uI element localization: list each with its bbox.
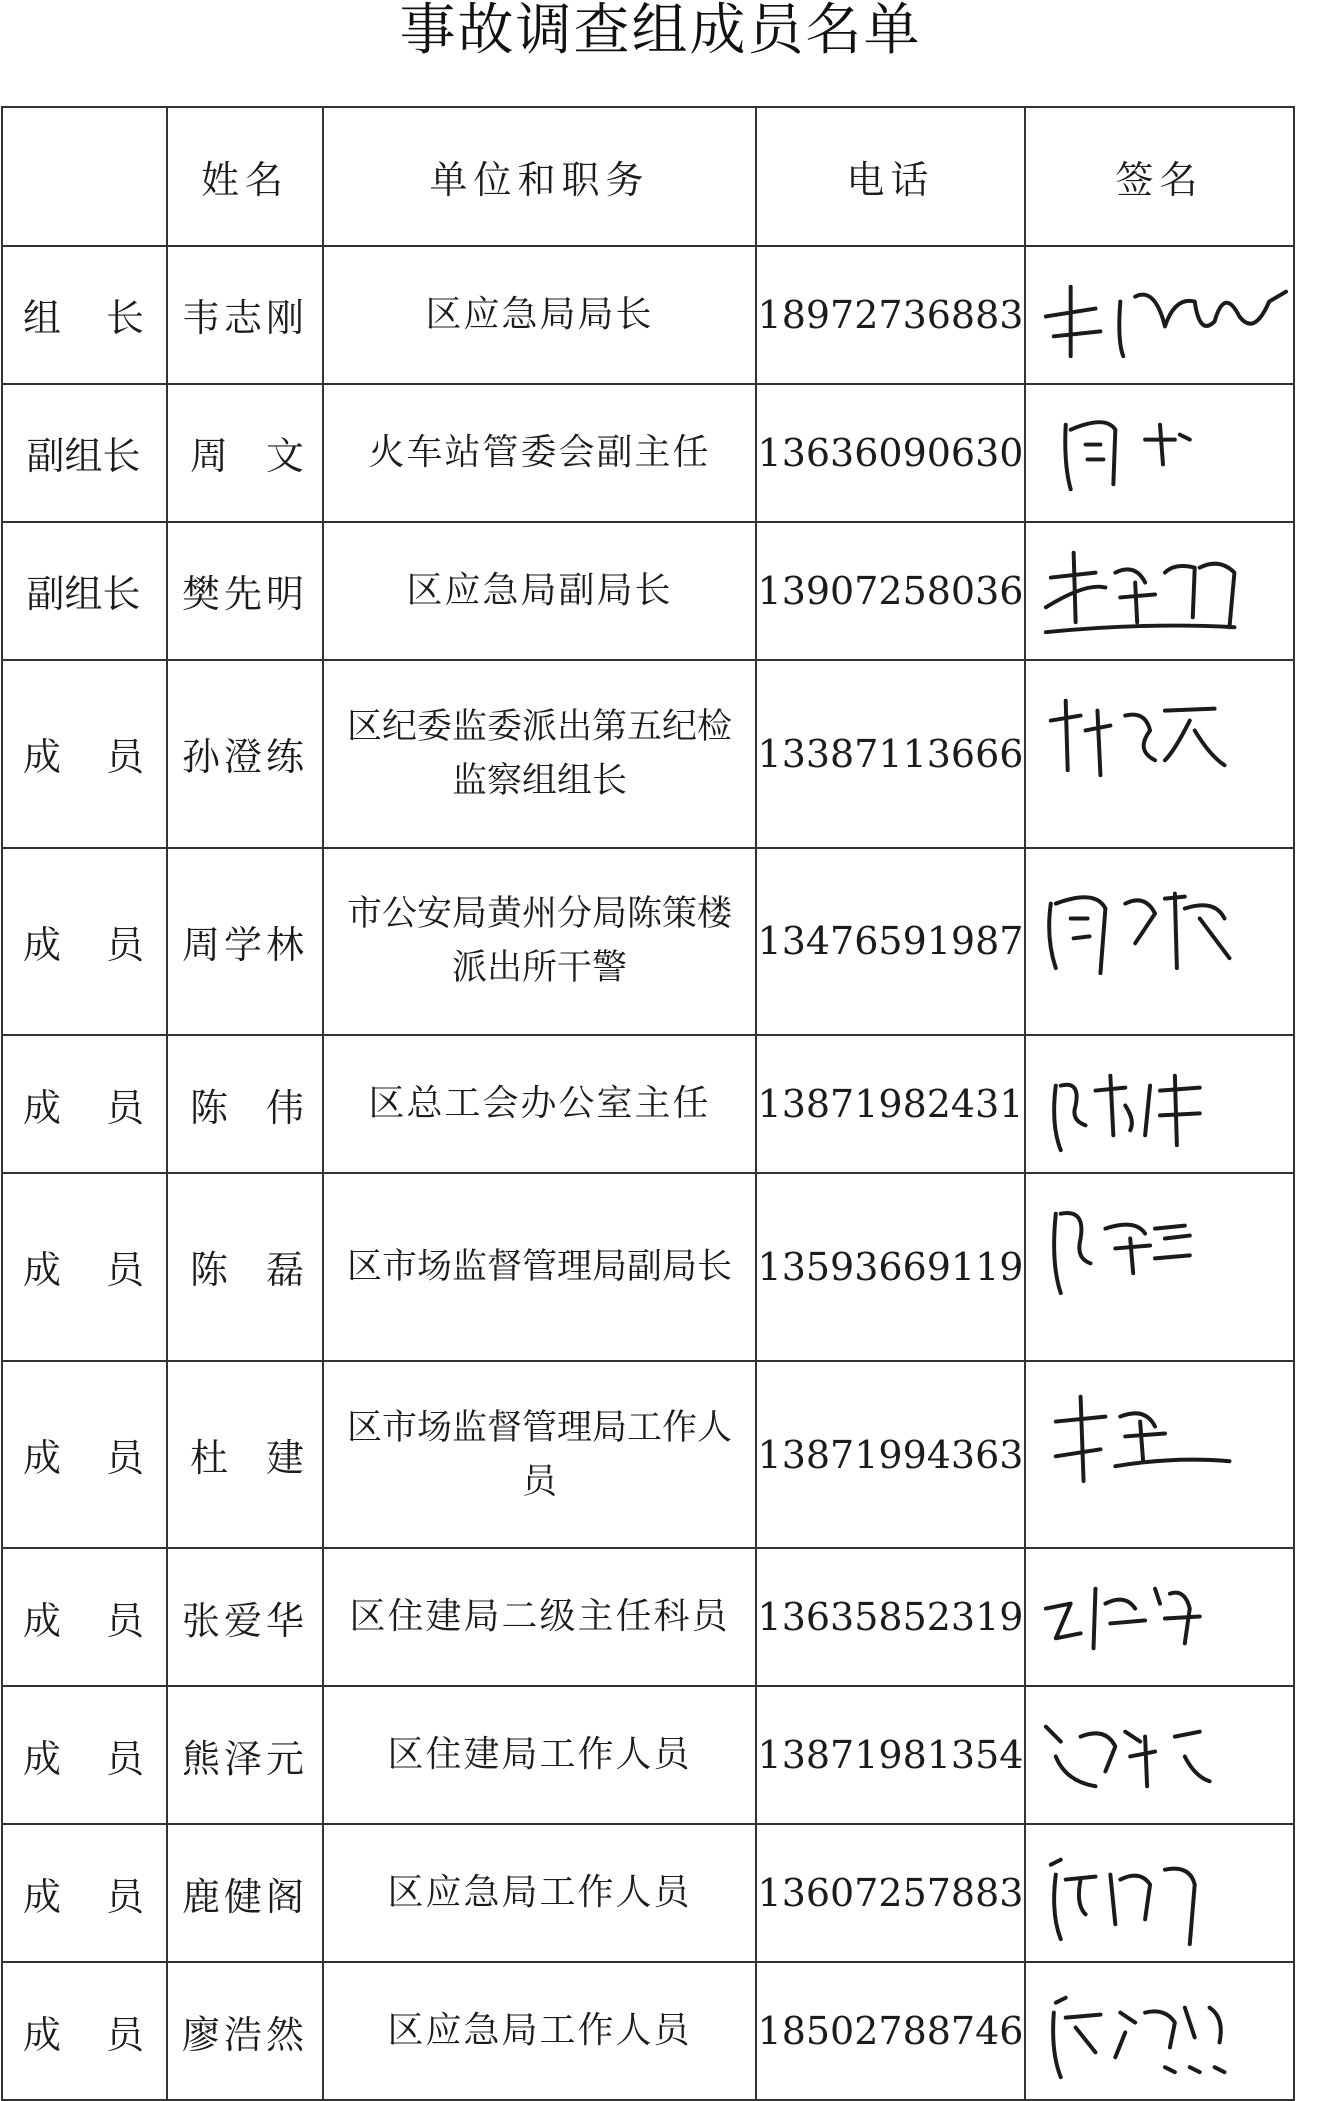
role-cell [2, 660, 167, 848]
handwritten-signature [1026, 1963, 1293, 2099]
role-part: 成 [23, 735, 62, 780]
role-cell [2, 246, 167, 384]
name-cell [167, 246, 323, 384]
phone-cell: 13871981354 [756, 1686, 1025, 1824]
table-row [2, 1548, 1294, 1686]
member-name [168, 1866, 322, 1921]
name-part: 建 [265, 1436, 304, 1480]
name-cell [167, 1548, 323, 1686]
unit-line: 区住建局工作人员 [387, 1734, 692, 1776]
role-label [3, 1728, 166, 1783]
signature-stroke [1065, 422, 1190, 489]
role-part: 成 [23, 1085, 62, 1130]
unit-line: 监察组组长 [451, 760, 627, 801]
name-cell [167, 1361, 323, 1549]
signature-cell [1025, 384, 1294, 522]
role-part: 员 [105, 1598, 144, 1643]
phone-cell: 18502788746 [756, 1962, 1025, 2100]
member-name [168, 1427, 322, 1482]
handwritten-signature [1026, 849, 1293, 1035]
role-cell [2, 1035, 167, 1173]
role-part: 组 [23, 296, 62, 341]
unit-position [324, 1240, 755, 1294]
name-part: 周 [190, 434, 229, 479]
name-cell [167, 522, 323, 660]
page-title: 事故调查组成员名单 [399, 0, 922, 63]
role-label [3, 2004, 166, 2059]
unit-line: 区应急局局长 [425, 293, 654, 335]
role-label [3, 726, 166, 781]
table-row [2, 848, 1294, 1036]
phone-cell: 13607257883 [756, 1824, 1025, 1962]
name-part: 鹿健阁 [181, 1874, 308, 1919]
name-part: 熊泽元 [181, 1736, 308, 1781]
signature-cell [1025, 660, 1294, 848]
handwritten-signature [1026, 1687, 1293, 1823]
handwritten-signature [1026, 1549, 1293, 1685]
name-part: 韦志刚 [181, 296, 308, 341]
role-part: 成 [23, 922, 62, 967]
name-cell [167, 384, 323, 522]
role-cell [2, 1548, 167, 1686]
role-part: 员 [105, 2012, 144, 2057]
signature-cell [1025, 1548, 1294, 1686]
phone-cell: 13907258036 [756, 522, 1025, 660]
table-row [2, 1035, 1294, 1173]
role-part: 成 [23, 1736, 62, 1781]
role-part: 员 [105, 1436, 144, 1480]
handwritten-signature [1026, 385, 1293, 521]
role-part: 成 [23, 1874, 62, 1919]
name-cell [167, 1173, 323, 1361]
handwritten-signature [1026, 523, 1293, 659]
phone-cell: 18972736883 [756, 246, 1025, 384]
member-name [168, 2004, 322, 2059]
role-part: 员 [105, 1874, 144, 1919]
role-label [3, 563, 166, 618]
name-part: 张爱华 [181, 1598, 308, 1643]
member-name [168, 914, 322, 969]
handwritten-signature [1026, 1362, 1293, 1548]
unit-line: 区市场监督管理局工作人员 [346, 1407, 732, 1502]
unit-position [324, 1728, 755, 1782]
unit-line: 区市场监督管理局副局长 [346, 1246, 732, 1287]
member-name [168, 1728, 322, 1783]
name-part: 孙澄练 [181, 735, 308, 780]
signature-cell [1025, 1173, 1294, 1361]
handwritten-signature [1026, 661, 1293, 847]
signature-cell [1025, 1962, 1294, 2100]
table-row [2, 660, 1294, 848]
unit-position [324, 887, 755, 995]
signature-stroke [1053, 1998, 1224, 2077]
unit-cell [323, 1173, 756, 1361]
role-part: 副组长 [26, 434, 141, 479]
unit-line: 区应急局工作人员 [387, 2010, 692, 2052]
member-name [168, 1077, 322, 1132]
unit-cell [323, 246, 756, 384]
header-role [2, 107, 167, 246]
unit-position [324, 1590, 755, 1644]
unit-cell [323, 1035, 756, 1173]
unit-cell [323, 1686, 756, 1824]
header-name: 姓名 [167, 107, 323, 246]
table-row [2, 1361, 1294, 1549]
unit-line: 区总工会办公室主任 [368, 1083, 711, 1125]
unit-cell [323, 1962, 756, 2100]
phone-cell: 13636090630 [756, 384, 1025, 522]
unit-position [324, 1866, 755, 1920]
role-cell [2, 1173, 167, 1361]
handwritten-signature [1026, 247, 1293, 383]
role-part: 员 [105, 1736, 144, 1781]
name-cell [167, 1035, 323, 1173]
phone-cell: 13635852319 [756, 1548, 1025, 1686]
signature-stroke [1046, 1727, 1210, 1787]
role-cell [2, 1361, 167, 1549]
unit-line: 区纪委监委派出第五纪检 [346, 706, 732, 747]
unit-position [324, 1077, 755, 1131]
role-cell [2, 1824, 167, 1962]
name-part: 廖浩然 [181, 2012, 308, 2057]
signature-cell [1025, 848, 1294, 1036]
role-cell [2, 848, 167, 1036]
table-row [2, 1824, 1294, 1962]
signature-stroke [1046, 287, 1286, 356]
unit-position [324, 1401, 755, 1509]
signature-stroke [1051, 701, 1225, 775]
member-name [168, 425, 322, 480]
role-cell [2, 522, 167, 660]
signature-cell [1025, 246, 1294, 384]
signature-stroke [1046, 1589, 1200, 1649]
table-row [2, 522, 1294, 660]
unit-position [324, 2004, 755, 2058]
unit-cell [323, 1824, 756, 1962]
signature-stroke [1051, 1860, 1195, 1944]
unit-line: 市公安局黄州分局陈策楼 [346, 894, 732, 935]
unit-position [324, 288, 755, 342]
header-phone: 电话 [756, 107, 1025, 246]
role-part: 员 [105, 1248, 144, 1293]
role-cell [2, 1962, 167, 2100]
name-cell [167, 848, 323, 1036]
name-part: 伟 [265, 1085, 304, 1130]
role-part: 成 [23, 1248, 62, 1293]
signature-cell [1025, 522, 1294, 660]
handwritten-signature [1026, 1825, 1293, 1961]
name-part: 周学林 [181, 922, 308, 967]
name-cell [167, 1686, 323, 1824]
role-label [3, 425, 166, 480]
unit-position [324, 564, 755, 618]
header-unit: 单位和职务 [323, 107, 756, 246]
name-part: 文 [265, 434, 304, 479]
role-cell [2, 1686, 167, 1824]
role-part: 员 [105, 735, 144, 780]
phone-cell: 13476591987 [756, 848, 1025, 1036]
role-label [3, 1077, 166, 1132]
role-label [3, 1239, 166, 1294]
signature-stroke [1054, 1076, 1200, 1150]
unit-position [324, 700, 755, 808]
signature-stroke [1054, 1213, 1190, 1293]
name-part: 陈 [190, 1248, 229, 1293]
name-part: 樊先明 [181, 572, 308, 617]
member-name [168, 1239, 322, 1294]
name-cell [167, 660, 323, 848]
signature-cell [1025, 1824, 1294, 1962]
member-name [168, 726, 322, 781]
phone-cell: 13871994363 [756, 1361, 1025, 1549]
unit-cell [323, 1361, 756, 1549]
unit-line: 区应急局副局长 [406, 569, 673, 611]
member-name [168, 563, 322, 618]
unit-line: 火车站管委会副主任 [368, 431, 711, 473]
signature-stroke [1049, 893, 1229, 972]
table-row [2, 1962, 1294, 2100]
unit-line: 区应急局工作人员 [387, 1872, 692, 1914]
name-cell [167, 1824, 323, 1962]
signature-cell [1025, 1361, 1294, 1549]
name-part: 陈 [190, 1085, 229, 1130]
unit-position [324, 426, 755, 480]
header-row [2, 107, 1294, 246]
handwritten-signature [1026, 1174, 1293, 1360]
role-part: 副组长 [26, 572, 141, 617]
member-name [168, 1590, 322, 1645]
unit-cell [323, 1548, 756, 1686]
role-part: 员 [105, 1085, 144, 1130]
member-table [1, 106, 1295, 2101]
signature-cell [1025, 1686, 1294, 1824]
table-row [2, 246, 1294, 384]
signature-cell [1025, 1035, 1294, 1173]
unit-cell [323, 384, 756, 522]
name-part: 杜 [190, 1436, 229, 1480]
role-label [3, 914, 166, 969]
table-body [2, 246, 1294, 2100]
role-part: 成 [23, 2012, 62, 2057]
role-part: 员 [105, 922, 144, 967]
role-label [3, 1866, 166, 1921]
unit-cell [323, 660, 756, 848]
phone-cell: 13593669119 [756, 1173, 1025, 1361]
role-label [3, 287, 166, 342]
table-row [2, 1686, 1294, 1824]
signature-stroke [1056, 1396, 1230, 1480]
table-row [2, 384, 1294, 522]
role-part: 成 [23, 1436, 62, 1480]
role-part: 长 [105, 296, 144, 341]
member-name [168, 287, 322, 342]
unit-cell [323, 522, 756, 660]
header-signature: 签名 [1025, 107, 1294, 246]
phone-cell: 13387113666 [756, 660, 1025, 848]
table-row [2, 1173, 1294, 1361]
role-label [3, 1427, 166, 1482]
role-part: 成 [23, 1598, 62, 1643]
name-cell [167, 1962, 323, 2100]
signature-stroke [1046, 553, 1235, 632]
role-cell [2, 384, 167, 522]
unit-line: 区住建局二级主任科员 [349, 1596, 730, 1638]
unit-cell [323, 848, 756, 1036]
name-part: 磊 [265, 1248, 304, 1293]
phone-cell: 13871982431 [756, 1035, 1025, 1173]
role-label [3, 1590, 166, 1645]
unit-line: 派出所干警 [451, 948, 627, 989]
handwritten-signature [1026, 1036, 1293, 1172]
